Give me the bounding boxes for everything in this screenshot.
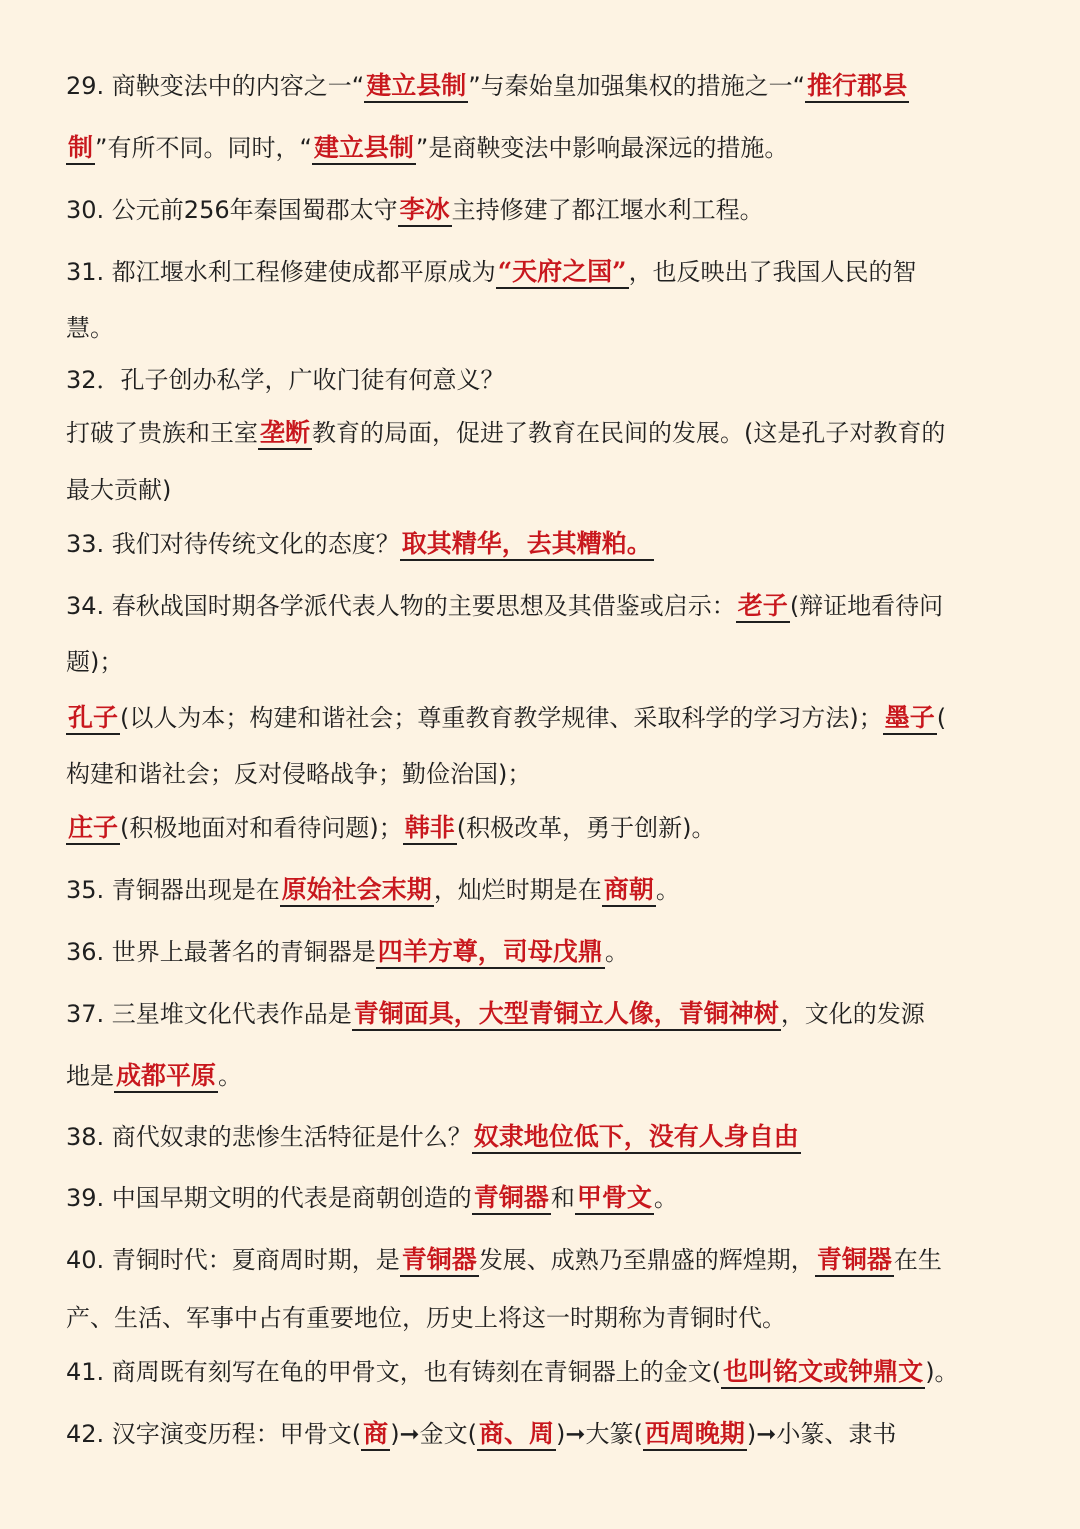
item-39 <box>66 1178 1040 1218</box>
item-40-line-1 <box>66 1240 1040 1280</box>
answer-li-bing: 李冰 <box>398 195 452 227</box>
item-30-text: 30. 公元前256年秦国蜀郡太守 <box>66 196 398 224</box>
item-31-text: 31. 都江堰水利工程修建使成都平原成为 <box>66 258 496 286</box>
item-32-question <box>66 360 1040 400</box>
item-40-line-2 <box>66 1298 1040 1338</box>
item-31-text: 慧。 <box>66 314 114 342</box>
item-36-text: 。 <box>604 938 629 966</box>
item-41-text: 41. 商周既有刻写在龟的甲骨文，也有铸刻在青铜器上的金文( <box>66 1358 722 1386</box>
item-31-text: ，也反映出了我国人民的智 <box>628 258 917 286</box>
item-32-text: 32．孔子创办私学，广收门徒有何意义？ <box>66 366 505 394</box>
answer-chengdu-pingyuan: 成都平原 <box>114 1061 218 1093</box>
item-37-text: 37. 三星堆文化代表作品是 <box>66 1000 352 1028</box>
item-35-text: ，灿烂时期是在 <box>433 876 602 904</box>
answer-siyang-fangzun: 四羊方尊，司母戊鼎 <box>376 937 605 969</box>
item-40-text: 产、生活、军事中占有重要地位，历史上将这一时期称为青铜时代。 <box>66 1304 786 1332</box>
item-42-text: )➞小篆、隶书 <box>746 1420 897 1448</box>
item-37-text: 。 <box>218 1062 243 1090</box>
item-36 <box>66 932 1040 972</box>
item-38 <box>66 1117 1040 1157</box>
item-38-text: 38. 商代奴隶的悲惨生活特征是什么？ <box>66 1123 472 1151</box>
item-34-text: 构建和谐社会；反对侵略战争；勤俭治国)； <box>66 760 532 788</box>
item-34-text: (以人为本；构建和谐社会；尊重教育教学规律、采取科学的学习方法)； <box>120 704 883 732</box>
item-39-text: 和 <box>550 1184 575 1212</box>
item-34-text: 34. 春秋战国时期各学派代表人物的主要思想及其借鉴或启示： <box>66 592 736 620</box>
answer-mozi: 墨子 <box>883 703 937 735</box>
item-41 <box>66 1352 1040 1392</box>
answer-nuli-diwei: 奴隶地位低下，没有人身自由 <box>472 1122 801 1154</box>
answer-yuanshi-shehui-moqi: 原始社会末期 <box>280 875 434 907</box>
item-40-text: 在生 <box>893 1246 942 1274</box>
item-29-line-2 <box>66 128 1040 168</box>
item-29-text: ”与秦始皇加强集权的措施之一“ <box>468 72 806 100</box>
answer-laozi: 老子 <box>736 591 790 623</box>
item-32-answer-line-1 <box>66 413 1040 453</box>
answer-shangchao: 商朝 <box>602 875 656 907</box>
item-35-text: 35. 青铜器出现是在 <box>66 876 280 904</box>
item-30 <box>66 190 1040 230</box>
answer-qingtongqi: 青铜器 <box>815 1245 894 1277</box>
item-42-text: )➞金文( <box>390 1420 478 1448</box>
item-42-text: )➞大篆( <box>556 1420 643 1448</box>
answer-jianli-xianzhi: 建立县制 <box>364 71 468 103</box>
answer-longduan: 垄断 <box>258 418 312 450</box>
answer-xizhou-wanqi: 西周晚期 <box>643 1419 747 1451</box>
answer-tuixing-junxian: 推行郡县 <box>805 71 909 103</box>
item-34-text: 题)； <box>66 648 124 676</box>
answer-sanxingdui-works: 青铜面具，大型青铜立人像，青铜神树 <box>352 999 781 1031</box>
item-42 <box>66 1414 1040 1454</box>
answer-kongzi: 孔子 <box>66 703 120 735</box>
item-39-text: 。 <box>653 1184 678 1212</box>
item-30-text: 主持修建了都江堰水利工程。 <box>451 196 764 224</box>
item-34-line-5 <box>66 808 1040 848</box>
item-35 <box>66 870 1040 910</box>
item-29-line-1 <box>66 66 1040 106</box>
answer-mingwen: 也叫铭文或钟鼎文 <box>721 1357 925 1389</box>
answer-qingtongqi: 青铜器 <box>472 1183 551 1215</box>
item-34-line-1 <box>66 586 1040 626</box>
item-29-text: 29. 商鞅变法中的内容之一“ <box>66 72 365 100</box>
answer-quqi-jinghua: 取其精华，去其糟粕。 <box>400 529 654 561</box>
item-39-text: 39. 中国早期文明的代表是商朝创造的 <box>66 1184 472 1212</box>
item-31-line-2 <box>66 308 1040 348</box>
item-41-text: )。 <box>925 1358 959 1386</box>
item-34-text: (辩证地看待问 <box>789 592 944 620</box>
answer-shang: 商 <box>361 1419 390 1451</box>
answer-zhuangzi: 庄子 <box>66 813 120 845</box>
item-29-text: ”有所不同。同时，“ <box>95 134 312 162</box>
item-32-text: 最大贡献) <box>66 476 172 504</box>
answer-qingtongqi: 青铜器 <box>400 1245 479 1277</box>
item-37-line-1 <box>66 994 1040 1034</box>
item-31-line-1 <box>66 252 1040 292</box>
item-36-text: 36. 世界上最著名的青铜器是 <box>66 938 376 966</box>
item-34-line-4 <box>66 754 1040 794</box>
item-33-text: 33. 我们对待传统文化的态度？ <box>66 530 400 558</box>
item-40-text: 发展、成熟乃至鼎盛的辉煌期， <box>478 1246 815 1274</box>
item-35-text: 。 <box>655 876 680 904</box>
answer-jianli-xianzhi: 建立县制 <box>312 133 416 165</box>
item-42-text: 42. 汉字演变历程：甲骨文( <box>66 1420 362 1448</box>
item-34-text: (积极改革，勇于创新)。 <box>456 814 716 842</box>
item-34-line-2 <box>66 642 1040 682</box>
item-33 <box>66 524 1040 564</box>
item-32-text: 打破了贵族和王室 <box>66 419 258 447</box>
item-37-line-2 <box>66 1056 1040 1096</box>
answer-jiaguwen: 甲骨文 <box>575 1183 654 1215</box>
answer-shang-zhou: 商、周 <box>477 1419 556 1451</box>
item-32-answer-line-2 <box>66 470 1040 510</box>
item-37-text: 地是 <box>66 1062 114 1090</box>
answer-zhi: 制 <box>66 133 95 165</box>
item-34-line-3 <box>66 698 1040 738</box>
answer-tianfu-zhiguo: “天府之国” <box>496 257 629 289</box>
item-29-text: ”是商鞅变法中影响最深远的措施。 <box>415 134 789 162</box>
item-37-text: ，文化的发源 <box>780 1000 925 1028</box>
answer-hanfei: 韩非 <box>403 813 457 845</box>
item-32-text: 教育的局面，促进了教育在民间的发展。(这是孔子对教育的 <box>312 419 946 447</box>
item-34-text: (积极地面对和看待问题)； <box>120 814 403 842</box>
item-34-text: ( <box>936 704 947 732</box>
item-40-text: 40. 青铜时代：夏商周时期，是 <box>66 1246 400 1274</box>
